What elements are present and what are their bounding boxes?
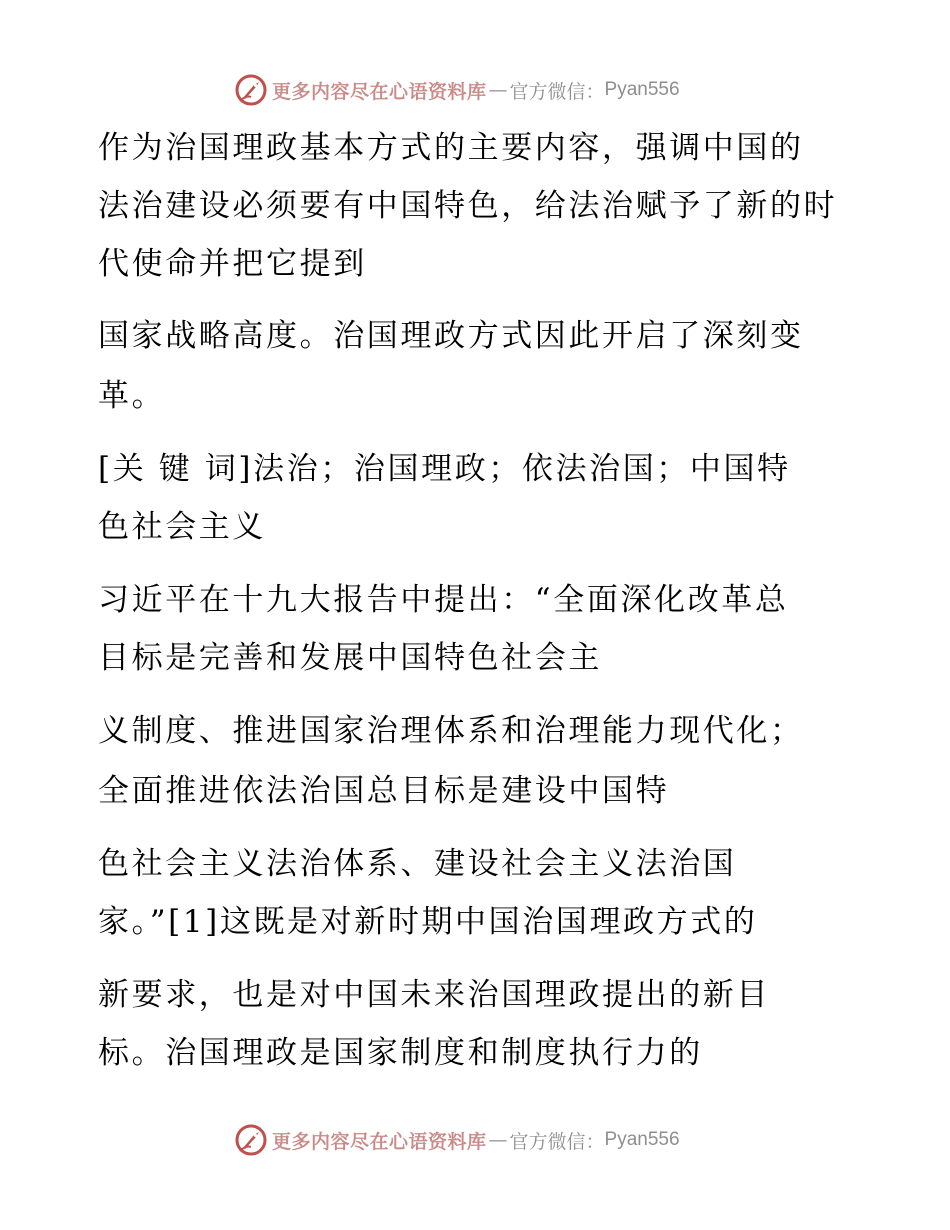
footer-banner [234, 1122, 680, 1158]
banner-wechat-handle: Pyan556 [604, 1129, 680, 1150]
body-line: 习近平在十九大报告中提出：“全面深化改革总 [98, 582, 789, 618]
header-banner [234, 72, 680, 108]
body-line: 新要求，也是对中国未来治国理政提出的新目 [98, 977, 770, 1013]
body-line: [关 键 词]法治；治国理政；依法治国；中国特 [98, 451, 791, 487]
banner-wechat-label: 官方微信： [509, 1130, 605, 1153]
body-line: 全面推进依法治国总目标是建设中国特 [98, 773, 670, 809]
banner-brand-text: 更多内容尽在心语资料库 [272, 80, 487, 103]
body-line: 家。”[1]这既是对新时期中国治国理政方式的 [98, 904, 758, 940]
body-line: 色社会主义法治体系、建设社会主义法治国 [98, 846, 737, 882]
banner-dash: — [488, 1129, 508, 1151]
banner-dash: — [488, 79, 508, 101]
body-line: 作为治国理政基本方式的主要内容，强调中国的 [98, 130, 804, 166]
body-line: 国家战略高度。治国理政方式因此开启了深刻变 [98, 318, 804, 354]
body-line: 法治建设必须要有中国特色，给法治赋予了新的时 [98, 188, 838, 224]
banner-wechat-label: 官方微信： [509, 80, 605, 103]
body-line: 标。治国理政是国家制度和制度执行力的 [98, 1035, 703, 1071]
body-line: 色社会主义 [98, 509, 266, 545]
banner-brand-text: 更多内容尽在心语资料库 [272, 1130, 487, 1153]
body-line: 目标是完善和发展中国特色社会主 [98, 640, 602, 676]
body-line: 代使命并把它提到 [98, 246, 367, 282]
body-line: 革。 [98, 378, 166, 414]
banner-wechat-handle: Pyan556 [604, 79, 680, 100]
body-line: 义制度、推进国家治理体系和治理能力现代化； [98, 713, 804, 749]
pen-nib-logo-icon [234, 73, 268, 107]
pen-nib-logo-icon [234, 1123, 268, 1157]
